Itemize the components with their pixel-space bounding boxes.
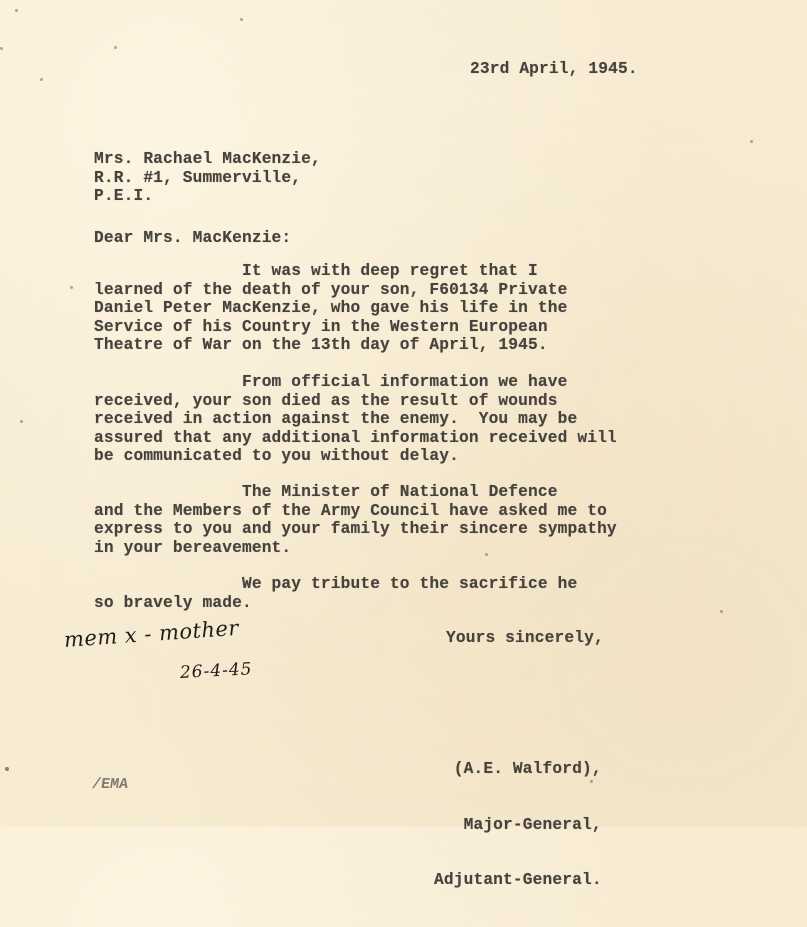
paper-speck [15, 9, 18, 12]
paper-speck [5, 767, 9, 771]
paper-speck [20, 420, 23, 423]
paper-speck [720, 610, 723, 613]
signatory-title: Adjutant-General. [434, 871, 602, 889]
paragraph-condolence [94, 262, 567, 355]
paragraph-line: learned of the death of your son, F60134 Private [94, 280, 568, 299]
salutation: Dear Mrs. MacKenzie: [94, 229, 292, 247]
paragraph-line: It was with deep regret that I [94, 262, 538, 280]
paragraph-line: Daniel Peter MacKenzie, who gave his life in the [94, 299, 568, 317]
recipient-province-line: P.E.I. [94, 187, 154, 205]
paper-speck [0, 47, 3, 50]
paragraph-line: and the Members of the Army Council have asked me to [94, 501, 607, 520]
signature-block [434, 723, 602, 927]
paragraph-line: express to you and your family their sincere sympathy [94, 520, 617, 538]
paragraph-line: be communicated to you without delay. [94, 447, 459, 465]
paragraph-line: received in action against the enemy. You may be [94, 410, 578, 428]
paragraph-tribute [94, 575, 577, 612]
paragraph-official-information [94, 373, 617, 466]
paper-speck [40, 78, 43, 81]
handwritten-note: mem x - mother [63, 615, 240, 652]
paper-speck [590, 780, 593, 783]
recipient-name-line: Mrs. Rachael MacKenzie, [94, 150, 321, 168]
paragraph-line: Service of his Country in the Western European [94, 317, 548, 336]
paragraph-line: The Minister of National Defence [94, 483, 558, 501]
paragraph-line: in your bereavement. [94, 538, 292, 557]
handwritten-date: 26-4-45 [179, 659, 254, 683]
paragraph-line: Theatre of War on the 13th day of April, 1945. [94, 336, 548, 354]
recipient-street-line: R.R. #1, Summerville, [94, 168, 302, 187]
paper-speck [114, 46, 117, 49]
reference-initials: /EMA [90, 776, 130, 793]
closing: Yours sincerely, [446, 629, 604, 647]
signatory-name: (A.E. Walford), [453, 760, 602, 778]
paragraph-sympathy [94, 483, 617, 557]
paper-speck [485, 553, 488, 556]
paragraph-line: received, your son died as the result of wounds [94, 391, 558, 410]
paragraph-line: assured that any additional information received will [94, 428, 617, 447]
recipient-address [94, 150, 321, 206]
paragraph-line: We pay tribute to the sacrifice he [94, 575, 578, 593]
paper-speck [70, 286, 73, 289]
paragraph-line: From official information we have [94, 373, 568, 391]
letter-date: 23rd April, 1945. [470, 60, 638, 78]
signatory-rank: Major-General, [463, 815, 602, 834]
paper-speck [240, 18, 243, 21]
paper-speck [750, 140, 753, 143]
paragraph-line: so bravely made. [94, 593, 252, 612]
